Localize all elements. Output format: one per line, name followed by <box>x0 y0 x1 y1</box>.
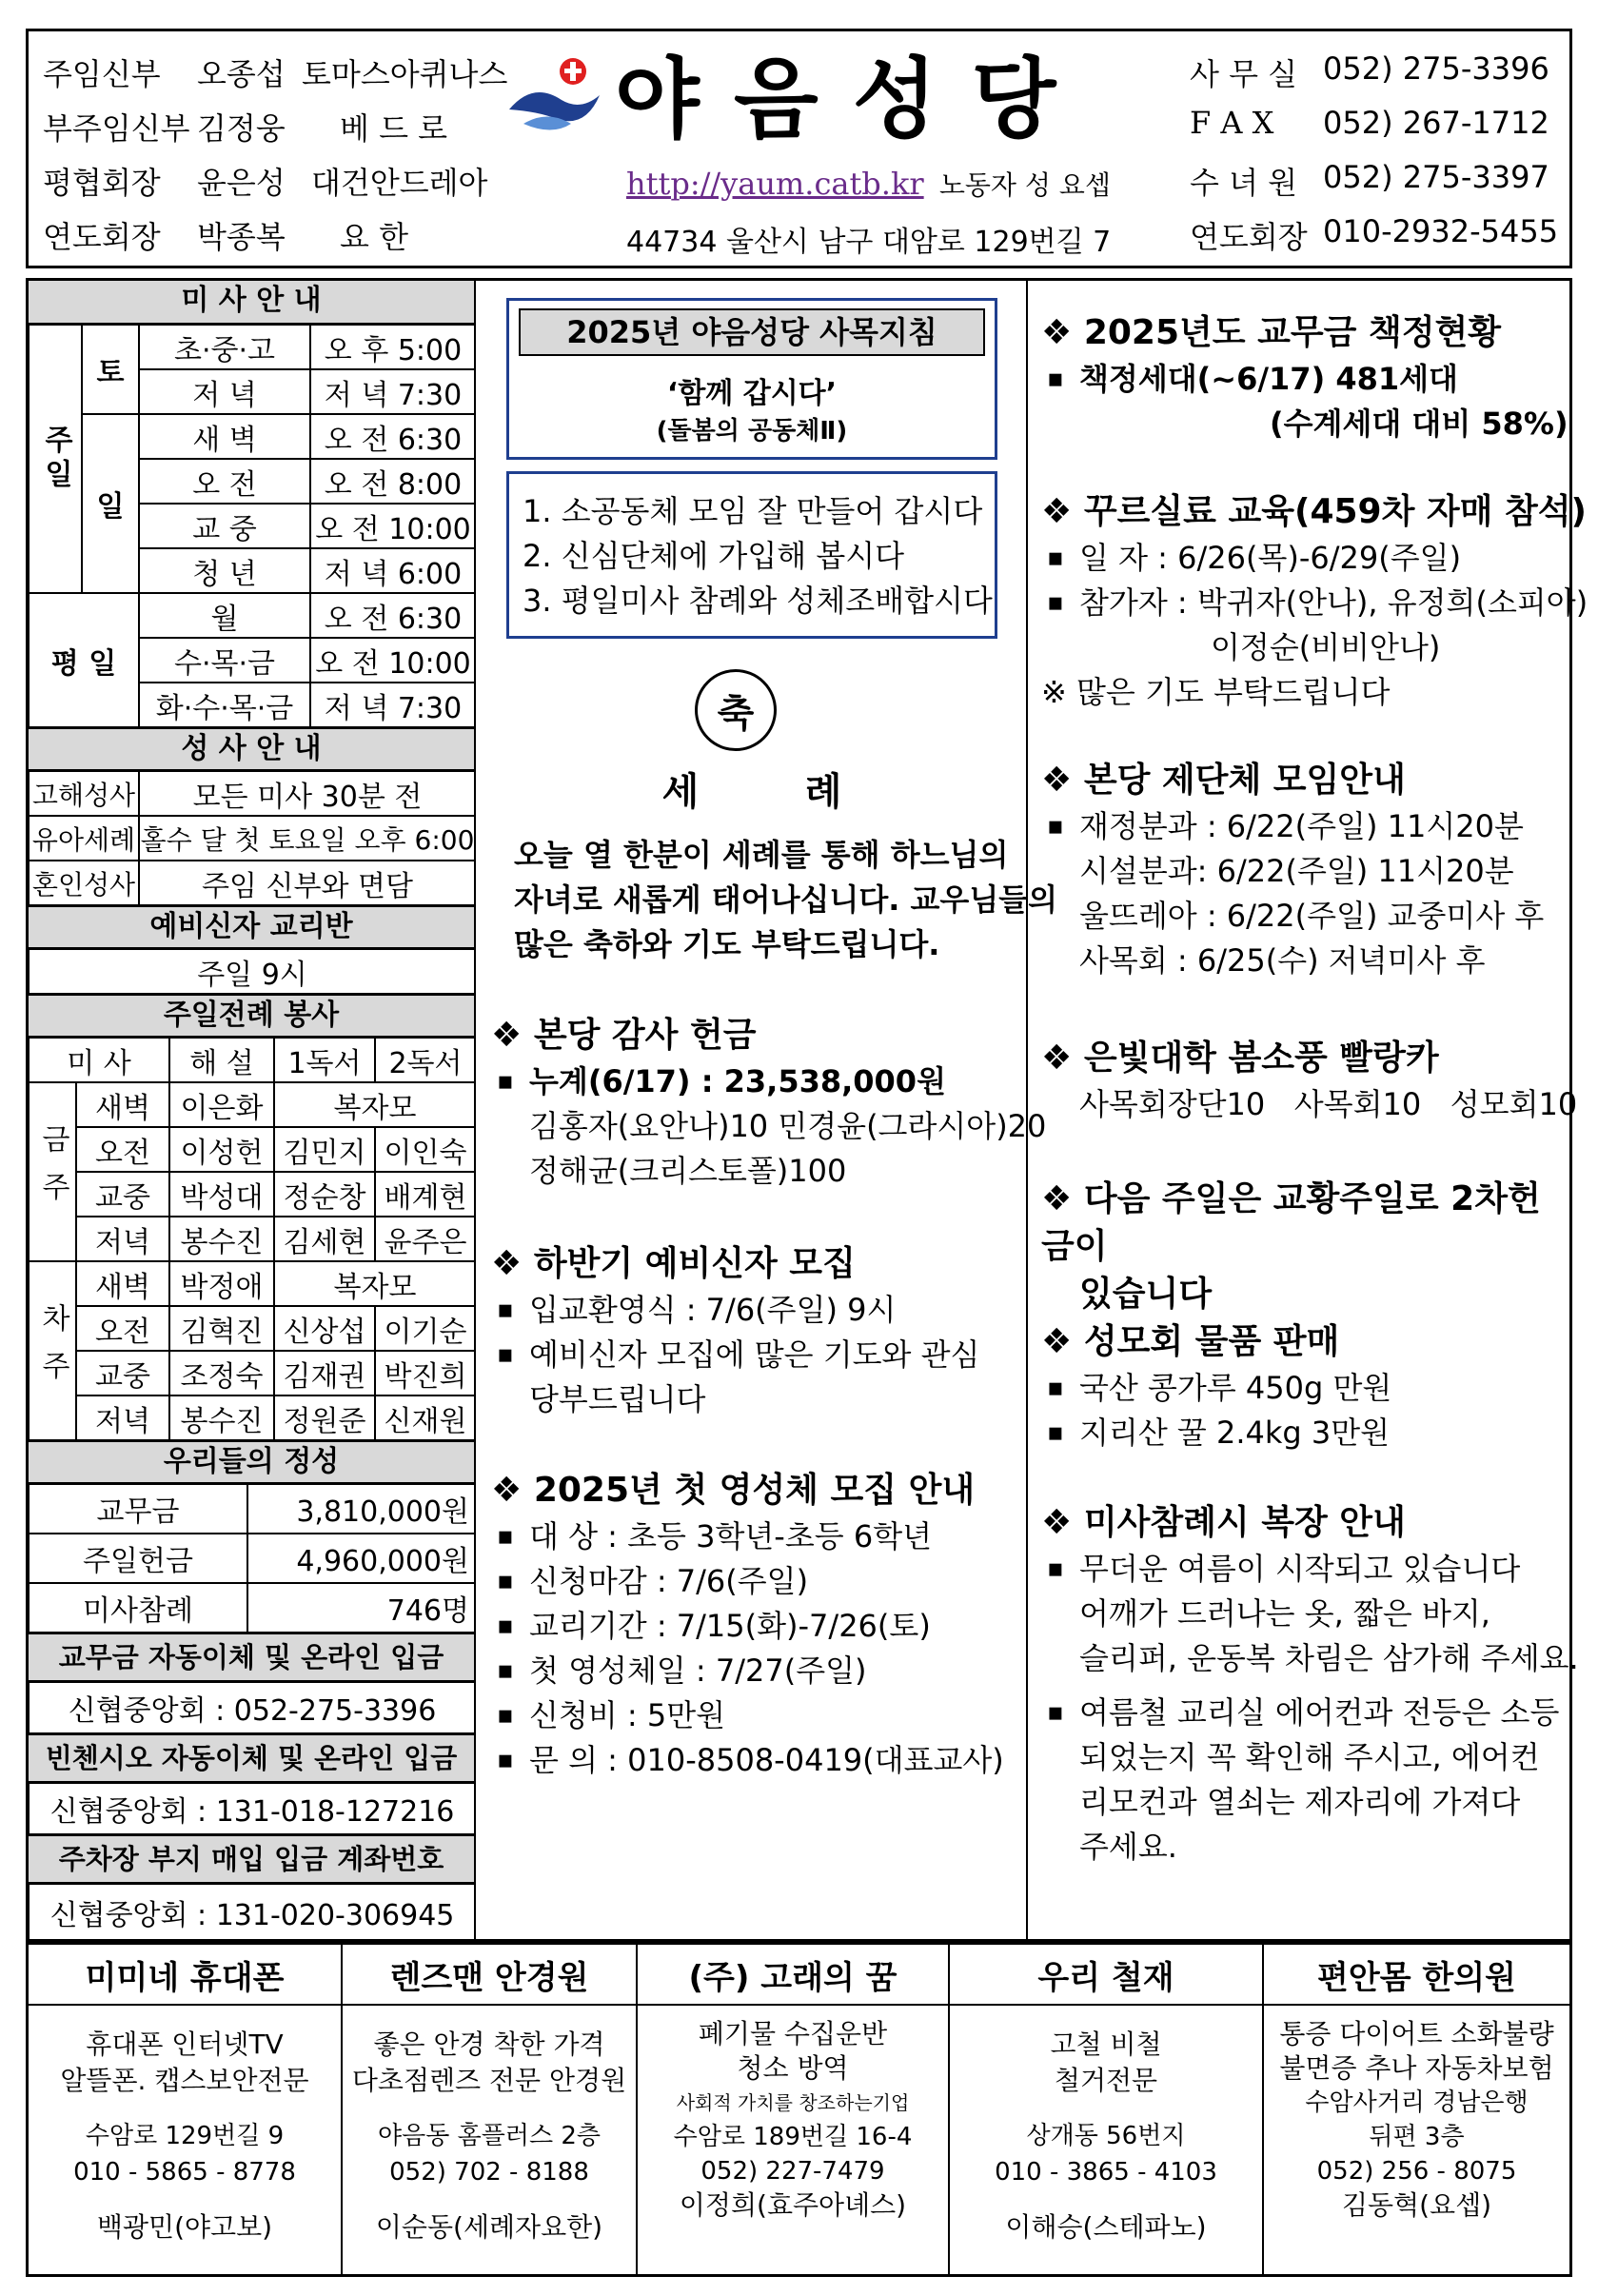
silver-section <box>1041 1035 1577 1127</box>
liturgy-reader: 신재원 <box>375 1395 476 1440</box>
ad-line: 철거전문 <box>1054 2065 1158 2096</box>
left-column <box>29 281 476 1939</box>
sacrament-name: 고해성사 <box>29 771 139 816</box>
staff-saint: 요 한 <box>340 219 408 255</box>
communion-item: ▪ 신청마감 : 7/6(주일) <box>491 1559 1004 1604</box>
meeting-section <box>1041 757 1544 983</box>
silver-title-text: 은빛대학 봄소풍 빨랑카 <box>1083 1039 1439 1078</box>
cursillo-title <box>1041 488 1588 536</box>
diamond-icon: ❖ <box>491 1471 534 1510</box>
ad-line: 이정희(효주아녜스) <box>679 2189 907 2221</box>
ad-body <box>343 2006 638 2274</box>
liturgy-header: 해 설 <box>169 1038 274 1082</box>
communion-title-text: 2025년 첫 영성체 모집 안내 <box>533 1471 976 1510</box>
contact-value: 052) 267-1712 <box>1323 105 1549 141</box>
liturgy-reader: 김민지 <box>274 1127 375 1172</box>
cursillo-date: ▪ 일 자 : 6/26(목)-6/29(주일) <box>1041 536 1588 581</box>
liturgy-reader: 김세현 <box>274 1217 375 1261</box>
dues-item: ▪ 책정세대(~6/17) 481세대 <box>1041 357 1568 402</box>
contact-label: 연도회장 <box>1190 219 1308 255</box>
pope-title2: 있습니다 <box>1079 1275 1213 1314</box>
mass-title: 미 사 안 내 <box>29 281 474 325</box>
offering-value: 3,810,000원 <box>247 1484 476 1534</box>
contact-label: F A X <box>1190 105 1274 141</box>
liturgy-header: 미 사 <box>29 1038 169 1082</box>
mass-name: 초·중·고 <box>139 325 310 369</box>
bank1-title: 교무금 자동이체 및 온라인 입금 <box>29 1633 474 1682</box>
ad-body <box>1264 2006 1569 2274</box>
mass-time: 오 전 6:30 <box>310 414 476 459</box>
liturgy-reader: 배계현 <box>375 1172 476 1217</box>
ad-line: 백광민(야고보) <box>96 2211 273 2243</box>
thanks-section <box>491 1012 1046 1194</box>
policy-box <box>506 298 997 460</box>
liturgy-reader: 이인숙 <box>375 1127 476 1172</box>
liturgy-commentator: 박정애 <box>169 1261 274 1306</box>
contact-value: 052) 275-3397 <box>1323 159 1549 195</box>
diamond-icon: ❖ <box>1041 1179 1084 1218</box>
mass-time: 오 전 8:00 <box>310 459 476 504</box>
diamond-icon: ❖ <box>491 1244 534 1283</box>
diamond-icon: ❖ <box>1041 1503 1084 1542</box>
right-column <box>1030 281 1588 1939</box>
mass-time: 오 전 6:30 <box>310 593 476 638</box>
recruit-title-text: 하반기 예비신자 모집 <box>533 1244 856 1283</box>
sunday-label-text: 주일 <box>39 425 72 493</box>
ads-row <box>26 1942 1572 2277</box>
bank3-account: 신협중앙회 : 131-020-306945 <box>29 1884 476 1939</box>
offering-value: 746명 <box>247 1583 476 1633</box>
mass-time: 저 녁 7:30 <box>310 369 476 414</box>
policy-subtitle: ‘함께 갑시다’ <box>666 377 838 410</box>
liturgy-header: 2독서 <box>375 1038 476 1082</box>
mass-time: 오 전 10:00 <box>310 638 476 683</box>
ad-line: 통증 다이어트 소화불량 <box>1279 2018 1554 2049</box>
sacrament-name: 혼인성사 <box>29 861 139 905</box>
silver-title <box>1041 1035 1577 1082</box>
parish-url-link[interactable]: http://yaum.catb.kr <box>626 166 924 202</box>
congrats-char: 축 <box>717 691 755 736</box>
this-week-label <box>29 1082 76 1261</box>
sacrament-info: 주임 신부와 면담 <box>139 861 476 905</box>
ad-line: 수암사거리 경남은행 <box>1305 2088 1529 2117</box>
ad-line: 052) 227-7479 <box>700 2157 885 2186</box>
meeting-item: ▪ 재정분과 : 6/22(주일) 11시20분 <box>1041 804 1544 849</box>
liturgy-reader: 윤주은 <box>375 1217 476 1261</box>
recruit-cont: 당부드립니다 <box>529 1381 706 1417</box>
sat-label: 토 <box>82 325 139 414</box>
mass-name: 청 년 <box>139 548 310 593</box>
meeting-item: 울뜨레아 : 6/22(주일) 교중미사 후 <box>1079 898 1545 934</box>
liturgy-commentator: 봉수진 <box>169 1217 274 1261</box>
ad-title: (주) 고래의 꿈 <box>638 1945 950 2006</box>
sale-item: ▪ 지리산 꿀 2.4kg 3만원 <box>1041 1411 1391 1455</box>
liturgy-commentator: 김혁진 <box>169 1306 274 1351</box>
ad-line: 수암로 129번길 9 <box>85 2122 285 2150</box>
ad-title: 편안몸 한의원 <box>1264 1945 1569 2006</box>
staff-name: 김정웅 <box>197 110 286 147</box>
header-frame <box>26 29 1572 268</box>
liturgy-mass: 오전 <box>76 1127 169 1172</box>
offering-label: 교무금 <box>29 1484 247 1534</box>
contact-value: 052) 275-3396 <box>1323 50 1549 87</box>
baptism-title: 세 례 <box>661 770 842 814</box>
sale-title <box>1041 1318 1391 1366</box>
silver-line: 사목회장단10 사목회10 성모회10 <box>1079 1086 1578 1122</box>
policy-title: 2025년 야음성당 사목지침 <box>519 308 985 356</box>
ad-line: 010 - 3865 - 4103 <box>995 2158 1217 2187</box>
bank3-title: 주차장 부지 매입 입금 계좌번호 <box>29 1834 474 1884</box>
policy-item: 2. 신심단체에 가입해 봅시다 <box>523 538 905 574</box>
dress-title-text: 미사참례시 복장 안내 <box>1083 1503 1406 1542</box>
liturgy-mass: 저녁 <box>76 1217 169 1261</box>
mass-time: 오 후 5:00 <box>310 325 476 369</box>
mass-name: 월 <box>139 593 310 638</box>
this-week-label-text: 금주 <box>36 1124 69 1219</box>
offering-title: 우리들의 정성 <box>29 1440 474 1484</box>
dress-title <box>1041 1499 1579 1547</box>
ad-title: 미미네 휴대폰 <box>29 1945 343 2006</box>
liturgy-mass: 새벽 <box>76 1261 169 1306</box>
catechumen-time: 주일 9시 <box>29 949 476 994</box>
ad-line: 다초점렌즈 전문 안경원 <box>351 2065 627 2096</box>
ad-line: 김동혁(요셉) <box>1341 2189 1492 2221</box>
ad-line: 이해승(스테파노) <box>1005 2211 1207 2243</box>
liturgy-reader: 김재권 <box>274 1351 375 1395</box>
ad-body <box>950 2006 1264 2274</box>
weekday-label: 평 일 <box>29 593 139 727</box>
recruit-item: ▪ 입교환영식 : 7/6(주일) 9시 <box>491 1288 979 1333</box>
staff-saint: 베 드 로 <box>340 110 448 147</box>
diamond-icon: ❖ <box>491 1016 534 1055</box>
pope-section <box>1041 1176 1570 1318</box>
ad-line: 알뜰폰. 캡스보안전문 <box>60 2065 309 2096</box>
offering-label: 주일헌금 <box>29 1534 247 1583</box>
ad-line: 좋은 안경 착한 가격 <box>373 2029 605 2060</box>
ad-line: 폐기물 수집운반 <box>698 2018 888 2049</box>
staff-name: 윤은성 <box>197 165 286 201</box>
staff-role: 연도회장 <box>43 219 161 255</box>
communion-item: ▪ 교리기간 : 7/15(화)-7/26(토) <box>491 1604 1004 1649</box>
next-week-label-text: 차주 <box>36 1303 69 1398</box>
bank1-account: 신협중앙회 : 052-275-3396 <box>29 1682 476 1733</box>
sale-title-text: 성모회 물품 판매 <box>1083 1322 1340 1361</box>
sacrament-name: 유아세례 <box>29 816 139 861</box>
liturgy-commentator: 봉수진 <box>169 1395 274 1440</box>
dress-line: 슬리퍼, 운동복 차림은 삼가해 주세요. <box>1079 1640 1579 1676</box>
policy-item: 1. 소공동체 모임 잘 만들어 갑시다 <box>523 493 983 529</box>
sacrament-info: 홀수 달 첫 토요일 오후 6:00 <box>139 816 476 861</box>
bank2-title: 빈첸시오 자동이체 및 온라인 입금 <box>29 1733 474 1783</box>
mass-name: 새 벽 <box>139 414 310 459</box>
middle-column <box>476 281 1058 1939</box>
ad-line: 휴대폰 인터넷TV <box>86 2029 284 2060</box>
mass-name: 수·목·금 <box>139 638 310 683</box>
liturgy-reader: 정순창 <box>274 1172 375 1217</box>
sacrament-info: 모든 미사 30분 전 <box>139 771 476 816</box>
liturgy-reader: 신상섭 <box>274 1306 375 1351</box>
communion-item: ▪ 신청비 : 5만원 <box>491 1693 1004 1738</box>
baptism-line: 오늘 열 한분이 세례를 통해 하느님의 <box>514 837 1009 873</box>
cursillo-section <box>1041 488 1588 715</box>
meeting-item: 시설분과: 6/22(주일) 11시20분 <box>1079 853 1514 889</box>
baptism-text <box>514 833 1057 967</box>
baptism-line: 자녀로 새롭게 태어나십니다. 교우님들의 <box>514 881 1058 918</box>
mass-time: 저 녁 7:30 <box>310 683 476 727</box>
dress-line: 되었는지 꼭 확인해 주시고, 에어컨 <box>1079 1739 1540 1775</box>
sacrament-title: 성 사 안 내 <box>29 727 474 771</box>
ad-body <box>638 2006 950 2274</box>
communion-item: ▪ 대 상 : 초등 3학년-초등 6학년 <box>491 1514 1004 1559</box>
next-week-label <box>29 1261 76 1440</box>
liturgy-reader: 정원준 <box>274 1395 375 1440</box>
staff-name: 박종복 <box>197 219 286 255</box>
staff-saint: 토마스아퀴나스 <box>302 56 508 92</box>
liturgy-mass: 저녁 <box>76 1395 169 1440</box>
liturgy-mass: 교중 <box>76 1172 169 1217</box>
liturgy-mass: 새벽 <box>76 1082 169 1127</box>
staff-role: 주임신부 <box>43 56 161 92</box>
ad-title: 렌즈맨 안경원 <box>343 1945 638 2006</box>
communion-section <box>491 1467 1004 1783</box>
dress-line: 어깨가 드러나는 옷, 짧은 바지, <box>1079 1595 1490 1632</box>
liturgy-mass: 오전 <box>76 1306 169 1351</box>
contact-label: 수 녀 원 <box>1190 165 1298 201</box>
mass-name: 교 중 <box>139 504 310 548</box>
contact-label: 사 무 실 <box>1190 56 1298 92</box>
meeting-item: 사목회 : 6/25(수) 저녁미사 후 <box>1079 942 1486 979</box>
dues-title <box>1041 309 1568 357</box>
mass-time: 저 녁 6:00 <box>310 548 476 593</box>
liturgy-reader: 복자모 <box>274 1082 476 1127</box>
ad-title: 우리 철재 <box>950 1945 1264 2006</box>
ad-line: 상개동 56번지 <box>1026 2122 1186 2150</box>
bank2-account: 신협중앙회 : 131-018-127216 <box>29 1783 476 1834</box>
mass-name: 오 전 <box>139 459 310 504</box>
communion-title <box>491 1467 1004 1514</box>
staff-saint: 대건안드레아 <box>311 165 488 201</box>
diamond-icon: ❖ <box>1041 313 1084 352</box>
offering-label: 미사참례 <box>29 1583 247 1633</box>
cursillo-title-text: 꾸르실료 교육(459차 자매 참석) <box>1083 492 1588 531</box>
communion-item: ▪ 첫 영성체일 : 7/27(주일) <box>491 1649 1004 1693</box>
parish-patron: 노동자 성 요셉 <box>938 169 1111 201</box>
dues-section <box>1041 309 1568 446</box>
sale-section <box>1041 1318 1391 1455</box>
ad-line: 이순동(세례자요한) <box>375 2211 603 2243</box>
sale-item: ▪ 국산 콩가루 450g 만원 <box>1041 1366 1391 1411</box>
sun-label: 일 <box>82 414 139 593</box>
dues-ratio: (수계세대 대비 58%) <box>1270 406 1568 442</box>
recruit-item: ▪ 예비신자 모집에 많은 기도와 관심 <box>491 1333 979 1377</box>
ad-line: 052) 702 - 8188 <box>389 2158 589 2187</box>
parish-name: 야음성당 <box>615 49 1091 150</box>
offering-value: 4,960,000원 <box>247 1534 476 1583</box>
ad-body <box>29 2006 343 2274</box>
liturgy-reader: 박진희 <box>375 1351 476 1395</box>
parish-logo-icon <box>504 52 609 148</box>
meeting-title <box>1041 757 1544 804</box>
diamond-icon: ❖ <box>1041 492 1084 531</box>
recruit-section <box>491 1240 979 1422</box>
contact-value: 010-2932-5455 <box>1323 213 1559 249</box>
dress-line: 리모컨과 열쇠는 제자리에 가져다 <box>1079 1784 1521 1820</box>
dress-line: ▪ 무더운 여름이 시작되고 있습니다 <box>1041 1547 1579 1592</box>
meeting-title-text: 본당 제단체 모임안내 <box>1083 761 1406 800</box>
dress-section <box>1041 1499 1579 1870</box>
thanks-title <box>491 1012 1046 1059</box>
parish-url[interactable] <box>626 165 1111 203</box>
ad-line: 야음동 홈플러스 2층 <box>378 2122 601 2150</box>
ad-line: 052) 256 - 8075 <box>1316 2157 1517 2186</box>
pope-title <box>1041 1176 1570 1271</box>
sunday-label <box>29 325 82 593</box>
liturgy-reader: 복자모 <box>274 1261 476 1306</box>
ad-line: 010 - 5865 - 8778 <box>73 2158 296 2187</box>
pope-title-text: 다음 주일은 교황주일로 2차헌금이 <box>1041 1179 1541 1266</box>
cursillo-note: ※ 많은 기도 부탁드립니다 <box>1041 674 1391 710</box>
diamond-icon: ❖ <box>1041 1039 1084 1078</box>
dues-title-text: 2025년도 교무금 책정현황 <box>1083 313 1502 352</box>
dress-line: 주세요. <box>1079 1829 1177 1865</box>
dress-line: ▪ 여름철 교리실 에어컨과 전등은 소등 <box>1041 1691 1579 1735</box>
ad-line: 수암로 189번길 16-4 <box>673 2123 913 2151</box>
liturgy-reader: 이기순 <box>375 1306 476 1351</box>
catechumen-title: 예비신자 교리반 <box>29 905 474 949</box>
ad-line: 뒤편 3층 <box>1369 2123 1465 2151</box>
cursillo-people2: 이정순(비비안나) <box>1211 629 1441 665</box>
ad-line: 불면증 추나 자동차보험 <box>1279 2052 1554 2084</box>
liturgy-title: 주일전례 봉사 <box>29 994 474 1038</box>
parish-address: 44734 울산시 남구 대암로 129번길 7 <box>626 226 1112 259</box>
diamond-icon: ❖ <box>1041 1322 1084 1361</box>
staff-name: 오종섭 <box>197 56 286 92</box>
liturgy-commentator: 박성대 <box>169 1172 274 1217</box>
mass-name: 저 녁 <box>139 369 310 414</box>
liturgy-commentator: 조정숙 <box>169 1351 274 1395</box>
congrats-emblem-icon <box>695 669 777 751</box>
liturgy-commentator: 이은화 <box>169 1082 274 1127</box>
mass-time: 오 전 10:00 <box>310 504 476 548</box>
liturgy-header: 1독서 <box>274 1038 375 1082</box>
policy-list <box>506 471 997 639</box>
mass-name: 화·수·목·금 <box>139 683 310 727</box>
ad-line: 사회적 가치를 창조하는기업 <box>676 2091 910 2114</box>
cursillo-people: ▪ 참가자 : 박귀자(안나), 유정희(소피아) <box>1041 581 1588 625</box>
policy-subtitle2: (돌봄의 공동체Ⅱ) <box>656 417 848 445</box>
ad-line: 고철 비철 <box>1050 2029 1162 2060</box>
thanks-total: ▪ 누계(6/17) : 23,538,000원 <box>491 1059 1046 1104</box>
baptism-line: 많은 축하와 기도 부탁드립니다. <box>514 926 940 962</box>
staff-role: 부주임신부 <box>43 110 190 147</box>
liturgy-mass: 교중 <box>76 1351 169 1395</box>
staff-role: 평협회장 <box>43 165 161 201</box>
communion-item: ▪ 문 의 : 010-8508-0419(대표교사) <box>491 1738 1004 1783</box>
thanks-line: 정해균(크리스토폴)100 <box>529 1153 847 1189</box>
ad-line: 청소 방역 <box>737 2052 849 2084</box>
liturgy-commentator: 이성헌 <box>169 1127 274 1172</box>
policy-item: 3. 평일미사 참례와 성체조배합시다 <box>523 583 993 619</box>
recruit-title <box>491 1240 979 1288</box>
diamond-icon: ❖ <box>1041 761 1084 800</box>
thanks-line: 김홍자(요안나)10 민경윤(그라시아)20 <box>529 1108 1047 1144</box>
thanks-title-text: 본당 감사 헌금 <box>533 1016 757 1055</box>
